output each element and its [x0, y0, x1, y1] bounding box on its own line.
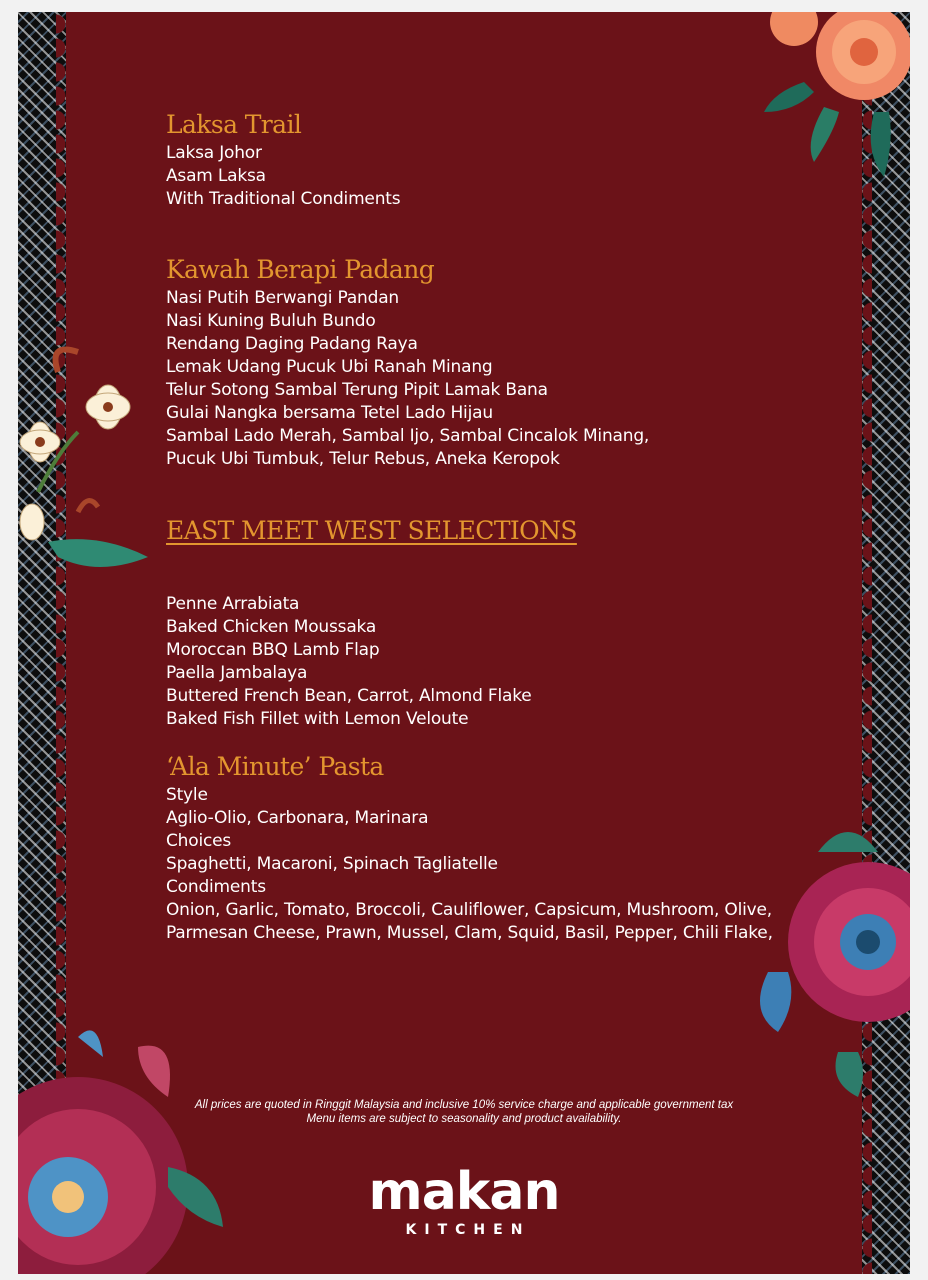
logo-subtitle: KITCHEN: [405, 1222, 531, 1238]
list-item: Nasi Kuning Buluh Bundo: [166, 311, 376, 331]
section-items-kawah-berapi-padang: [166, 287, 649, 471]
list-item: Telur Sotong Sambal Terung Pipit Lamak Bana: [166, 380, 548, 400]
menu-page: [18, 12, 910, 1274]
list-item: Lemak Udang Pucuk Ubi Ranah Minang: [166, 357, 493, 377]
list-item: Parmesan Cheese, Prawn, Mussel, Clam, Squid, Basil, Pepper, Chili Flake,: [166, 923, 773, 943]
list-item: Rendang Daging Padang Raya: [166, 334, 418, 354]
list-item: Baked Chicken Moussaka: [166, 617, 377, 637]
list-item: Sambal Lado Merah, Sambal Ijo, Sambal Cincalok Minang,: [166, 426, 650, 446]
list-item: Choices: [166, 831, 232, 851]
list-item: Moroccan BBQ Lamb Flap: [166, 640, 380, 660]
section-title-east-meet-west: EAST MEET WEST SELECTIONS: [166, 516, 577, 545]
list-item: Nasi Putih Berwangi Pandan: [166, 288, 399, 308]
logo-wordmark: makan: [368, 1162, 560, 1222]
list-item: Paella Jambalaya: [166, 663, 308, 683]
footnote-line: All prices are quoted in Ringgit Malaysia and inclusive 10% service charge and applicable government tax: [194, 1099, 734, 1111]
list-item: Style: [166, 785, 208, 805]
top-right-flower-icon: [764, 12, 910, 182]
list-item: Gulai Nangka bersama Tetel Lado Hijau: [166, 403, 493, 423]
list-item: Penne Arrabiata: [166, 594, 300, 614]
list-item: Laksa Johor: [166, 143, 262, 163]
footnote-line: Menu items are subject to seasonality and product availability.: [306, 1113, 622, 1125]
section-items-east-meet-west: [166, 593, 532, 731]
list-item: Aglio-Olio, Carbonara, Marinara: [166, 808, 429, 828]
right-batik-flower-icon: [758, 812, 910, 1102]
makan-kitchen-logo: [18, 1164, 910, 1238]
list-item: Buttered French Bean, Carrot, Almond Flake: [166, 686, 532, 706]
list-item: Pucuk Ubi Tumbuk, Telur Rebus, Aneka Keropok: [166, 449, 560, 469]
section-title-ala-minute-pasta: ‘Ala Minute’ Pasta: [166, 752, 384, 781]
section-items-ala-minute-pasta: [166, 784, 773, 945]
list-item: Condiments: [166, 877, 266, 897]
section-title-kawah-berapi-padang: Kawah Berapi Padang: [166, 255, 435, 284]
list-item: Onion, Garlic, Tomato, Broccoli, Cauliflower, Capsicum, Mushroom, Olive,: [166, 900, 772, 920]
list-item: Spaghetti, Macaroni, Spinach Tagliatelle: [166, 854, 498, 874]
section-items-laksa-trail: [166, 142, 400, 211]
section-title-laksa-trail: Laksa Trail: [166, 110, 302, 139]
pricing-footnote: [18, 1098, 910, 1126]
list-item: Baked Fish Fillet with Lemon Veloute: [166, 709, 469, 729]
list-item: With Traditional Condiments: [166, 189, 401, 209]
list-item: Asam Laksa: [166, 166, 266, 186]
left-jasmine-flower-icon: [18, 342, 158, 582]
